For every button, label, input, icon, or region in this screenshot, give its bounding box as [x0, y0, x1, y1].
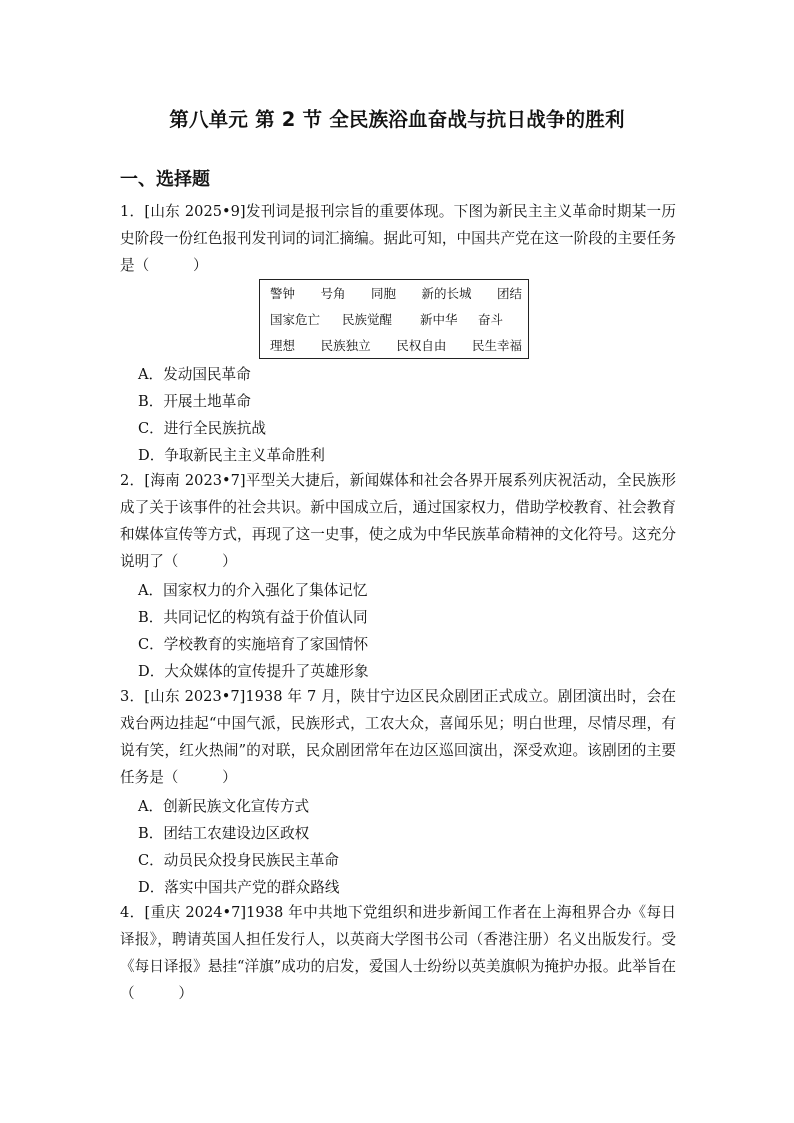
- question-2-stem: 2．[海南 2023•7]平型关大捷后，新闻媒体和社会各界开展系列庆祝活动，全民族形成了关于该事件的社会共识。新中国成立后，通过国家权力，借助学校教育、社会教育和媒体宣传等方式，再现了这一史事，使之成为中华民族革命精神的文化符号。这充分说明了（ ）: [120, 472, 676, 570]
- question-1-option-b: B．开展土地革命: [138, 393, 251, 410]
- question-2-option-d: D．大众媒体的宣传提升了英雄形象: [138, 663, 369, 680]
- question-3-option-b: B．团结工农建设边区政权: [138, 825, 310, 842]
- question-1-stem: 1．[山东 2025•9]发刊词是报刊宗旨的重要体现。下图为新民主主义革命时期某一历史阶段一份红色报刊发刊词的词汇摘编。据此可知，中国共产党在这一阶段的主要任务是（ ）: [120, 203, 676, 274]
- word-cell: 奋斗: [478, 312, 504, 327]
- word-row-1: [270, 286, 522, 302]
- question-3-option-c: C．动员民众投身民族民主革命: [138, 852, 339, 869]
- question-1-option-c: C．进行全民族抗战: [138, 420, 266, 437]
- word-cell: 新中华: [420, 312, 458, 327]
- word-cell: 民族觉醒: [342, 312, 393, 327]
- page-title: 第八单元 第 2 节 全民族浴血奋战与抗日战争的胜利: [169, 108, 625, 131]
- question-1-option-d: D．争取新民主主义革命胜利: [138, 447, 325, 464]
- question-2-option-c: C．学校教育的实施培育了家国情怀: [138, 636, 369, 653]
- question-3-stem: 3．[山东 2023•7]1938 年 7 月，陕甘宁边区民众剧团正式成立。剧团演出时，会在戏台两边挂起“中国气派，民族形式，工农大众，喜闻乐见；明白世理，尽情尽理，有说有笑，红火热闹”的对联，民众剧团常年在边区巡回演出，深受欢迎。该剧团的主要任务是（ ）: [120, 688, 676, 786]
- word-cell: 同胞: [370, 286, 396, 301]
- word-cell: 理想: [270, 338, 296, 353]
- question-2-option-b: B．共同记忆的构筑有益于价值认同: [138, 609, 368, 626]
- word-excerpt-box: [259, 279, 529, 359]
- word-cell: 新的长城: [421, 286, 472, 301]
- question-3-option-a: A．创新民族文化宣传方式: [138, 798, 310, 815]
- question-3-option-d: D．落实中国共产党的群众路线: [138, 879, 340, 896]
- word-row-2: [270, 312, 522, 328]
- question-2-option-a: A．国家权力的介入强化了集体记忆: [138, 582, 368, 599]
- word-cell: 民权自由: [396, 338, 447, 353]
- word-row-3: [270, 338, 522, 354]
- word-cell: 团结: [496, 286, 522, 301]
- word-cell: 警钟: [270, 286, 296, 301]
- word-cell: 民生幸福: [471, 338, 522, 353]
- section-heading: 一、选择题: [120, 169, 210, 190]
- word-cell: 民族独立: [320, 338, 371, 353]
- question-4-stem: 4．[重庆 2024•7]1938 年中共地下党组织和进步新闻工作者在上海租界合办《每日译报》，聘请英国人担任发行人，以英商大学图书公司（香港注册）名义出版发行。受《每日译报》悬挂“洋旗”成功的启发，爱国人士纷纷以英美旗帜为掩护办报。此举旨在（ ）: [120, 904, 676, 1002]
- word-cell: 号角: [320, 286, 346, 301]
- question-1-option-a: A．发动国民革命: [138, 366, 251, 383]
- word-cell: 国家危亡: [270, 312, 321, 327]
